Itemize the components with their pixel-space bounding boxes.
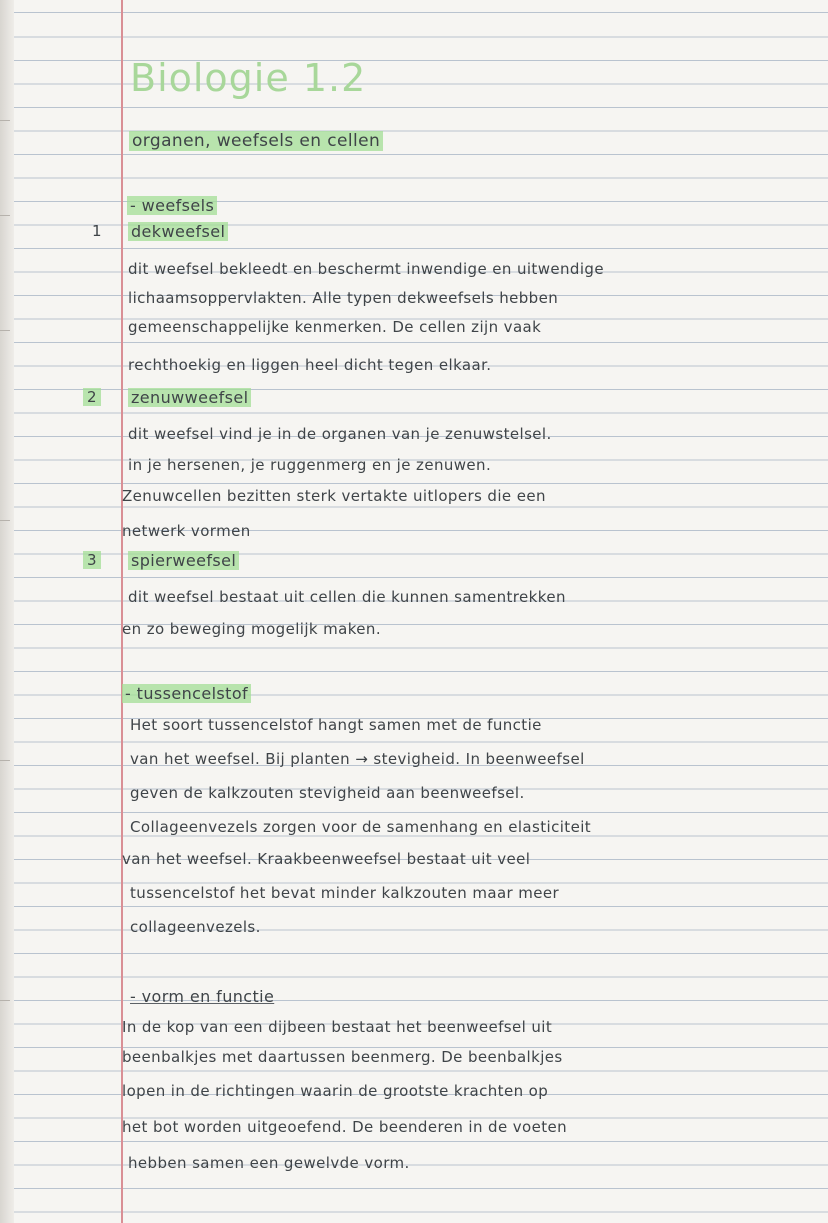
item-heading-spierweefsel: spierweefsel xyxy=(128,551,239,570)
page-title: Biologie 1.2 xyxy=(130,56,367,100)
section-heading-weefsels: - weefsels xyxy=(127,196,217,215)
text-line: dit weefsel bestaat uit cellen die kunnen samentrekken xyxy=(128,588,566,606)
text-line: gemeenschappelijke kenmerken. De cellen zijn vaak xyxy=(128,318,542,336)
margin-line xyxy=(121,0,123,1223)
text-line: Zenuwcellen bezitten sterk vertakte uitlopers die een xyxy=(122,487,546,505)
text-line: in je hersenen, je ruggenmerg en je zenuwen. xyxy=(128,456,492,474)
item-number: 1 xyxy=(92,222,102,240)
text-line: van het weefsel. Bij planten → stevigheid. In beenweefsel xyxy=(130,750,585,768)
text-line: het bot worden uitgeoefend. De beenderen in de voeten xyxy=(122,1118,568,1136)
text-line: dit weefsel bekleedt en beschermt inwendige en uitwendige xyxy=(128,260,604,278)
text-line: tussencelstof het bevat minder kalkzouten maar meer xyxy=(130,884,560,902)
item-number: 3 xyxy=(83,551,101,569)
section-heading-vorm-en-functie: - vorm en functie xyxy=(130,987,275,1006)
text-line: netwerk vormen xyxy=(122,522,251,540)
text-line: Het soort tussencelstof hangt samen met de functie xyxy=(130,716,542,734)
text-line: hebben samen een gewelvde vorm. xyxy=(128,1154,410,1172)
text-line: lopen in de richtingen waarin de grootste krachten op xyxy=(122,1082,549,1100)
text-line: rechthoekig en liggen heel dicht tegen elkaar. xyxy=(128,356,492,374)
notebook-binding xyxy=(0,0,14,1223)
text-line: geven de kalkzouten stevigheid aan beenweefsel. xyxy=(130,784,525,802)
item-heading-zenuwweefsel: zenuwweefsel xyxy=(128,388,251,407)
text-line: In de kop van een dijbeen bestaat het beenweefsel uit xyxy=(122,1018,553,1036)
text-line: dit weefsel vind je in de organen van je zenuwstelsel. xyxy=(128,425,552,443)
section-heading-tussencelstof: - tussencelstof xyxy=(122,684,251,703)
text-line: Collageenvezels zorgen voor de samenhang en elasticiteit xyxy=(130,818,592,836)
text-line: collageenvezels. xyxy=(130,918,261,936)
text-line: en zo beweging mogelijk maken. xyxy=(122,620,382,638)
page-subtitle: organen, weefsels en cellen xyxy=(129,131,383,151)
text-line: lichaamsoppervlakten. Alle typen dekweefsels hebben xyxy=(128,289,559,307)
text-line: beenbalkjes met daartussen beenmerg. De beenbalkjes xyxy=(122,1048,563,1066)
text-line: van het weefsel. Kraakbeenweefsel bestaat uit veel xyxy=(122,850,531,868)
item-heading-dekweefsel: dekweefsel xyxy=(128,222,228,241)
item-number: 2 xyxy=(83,388,101,406)
